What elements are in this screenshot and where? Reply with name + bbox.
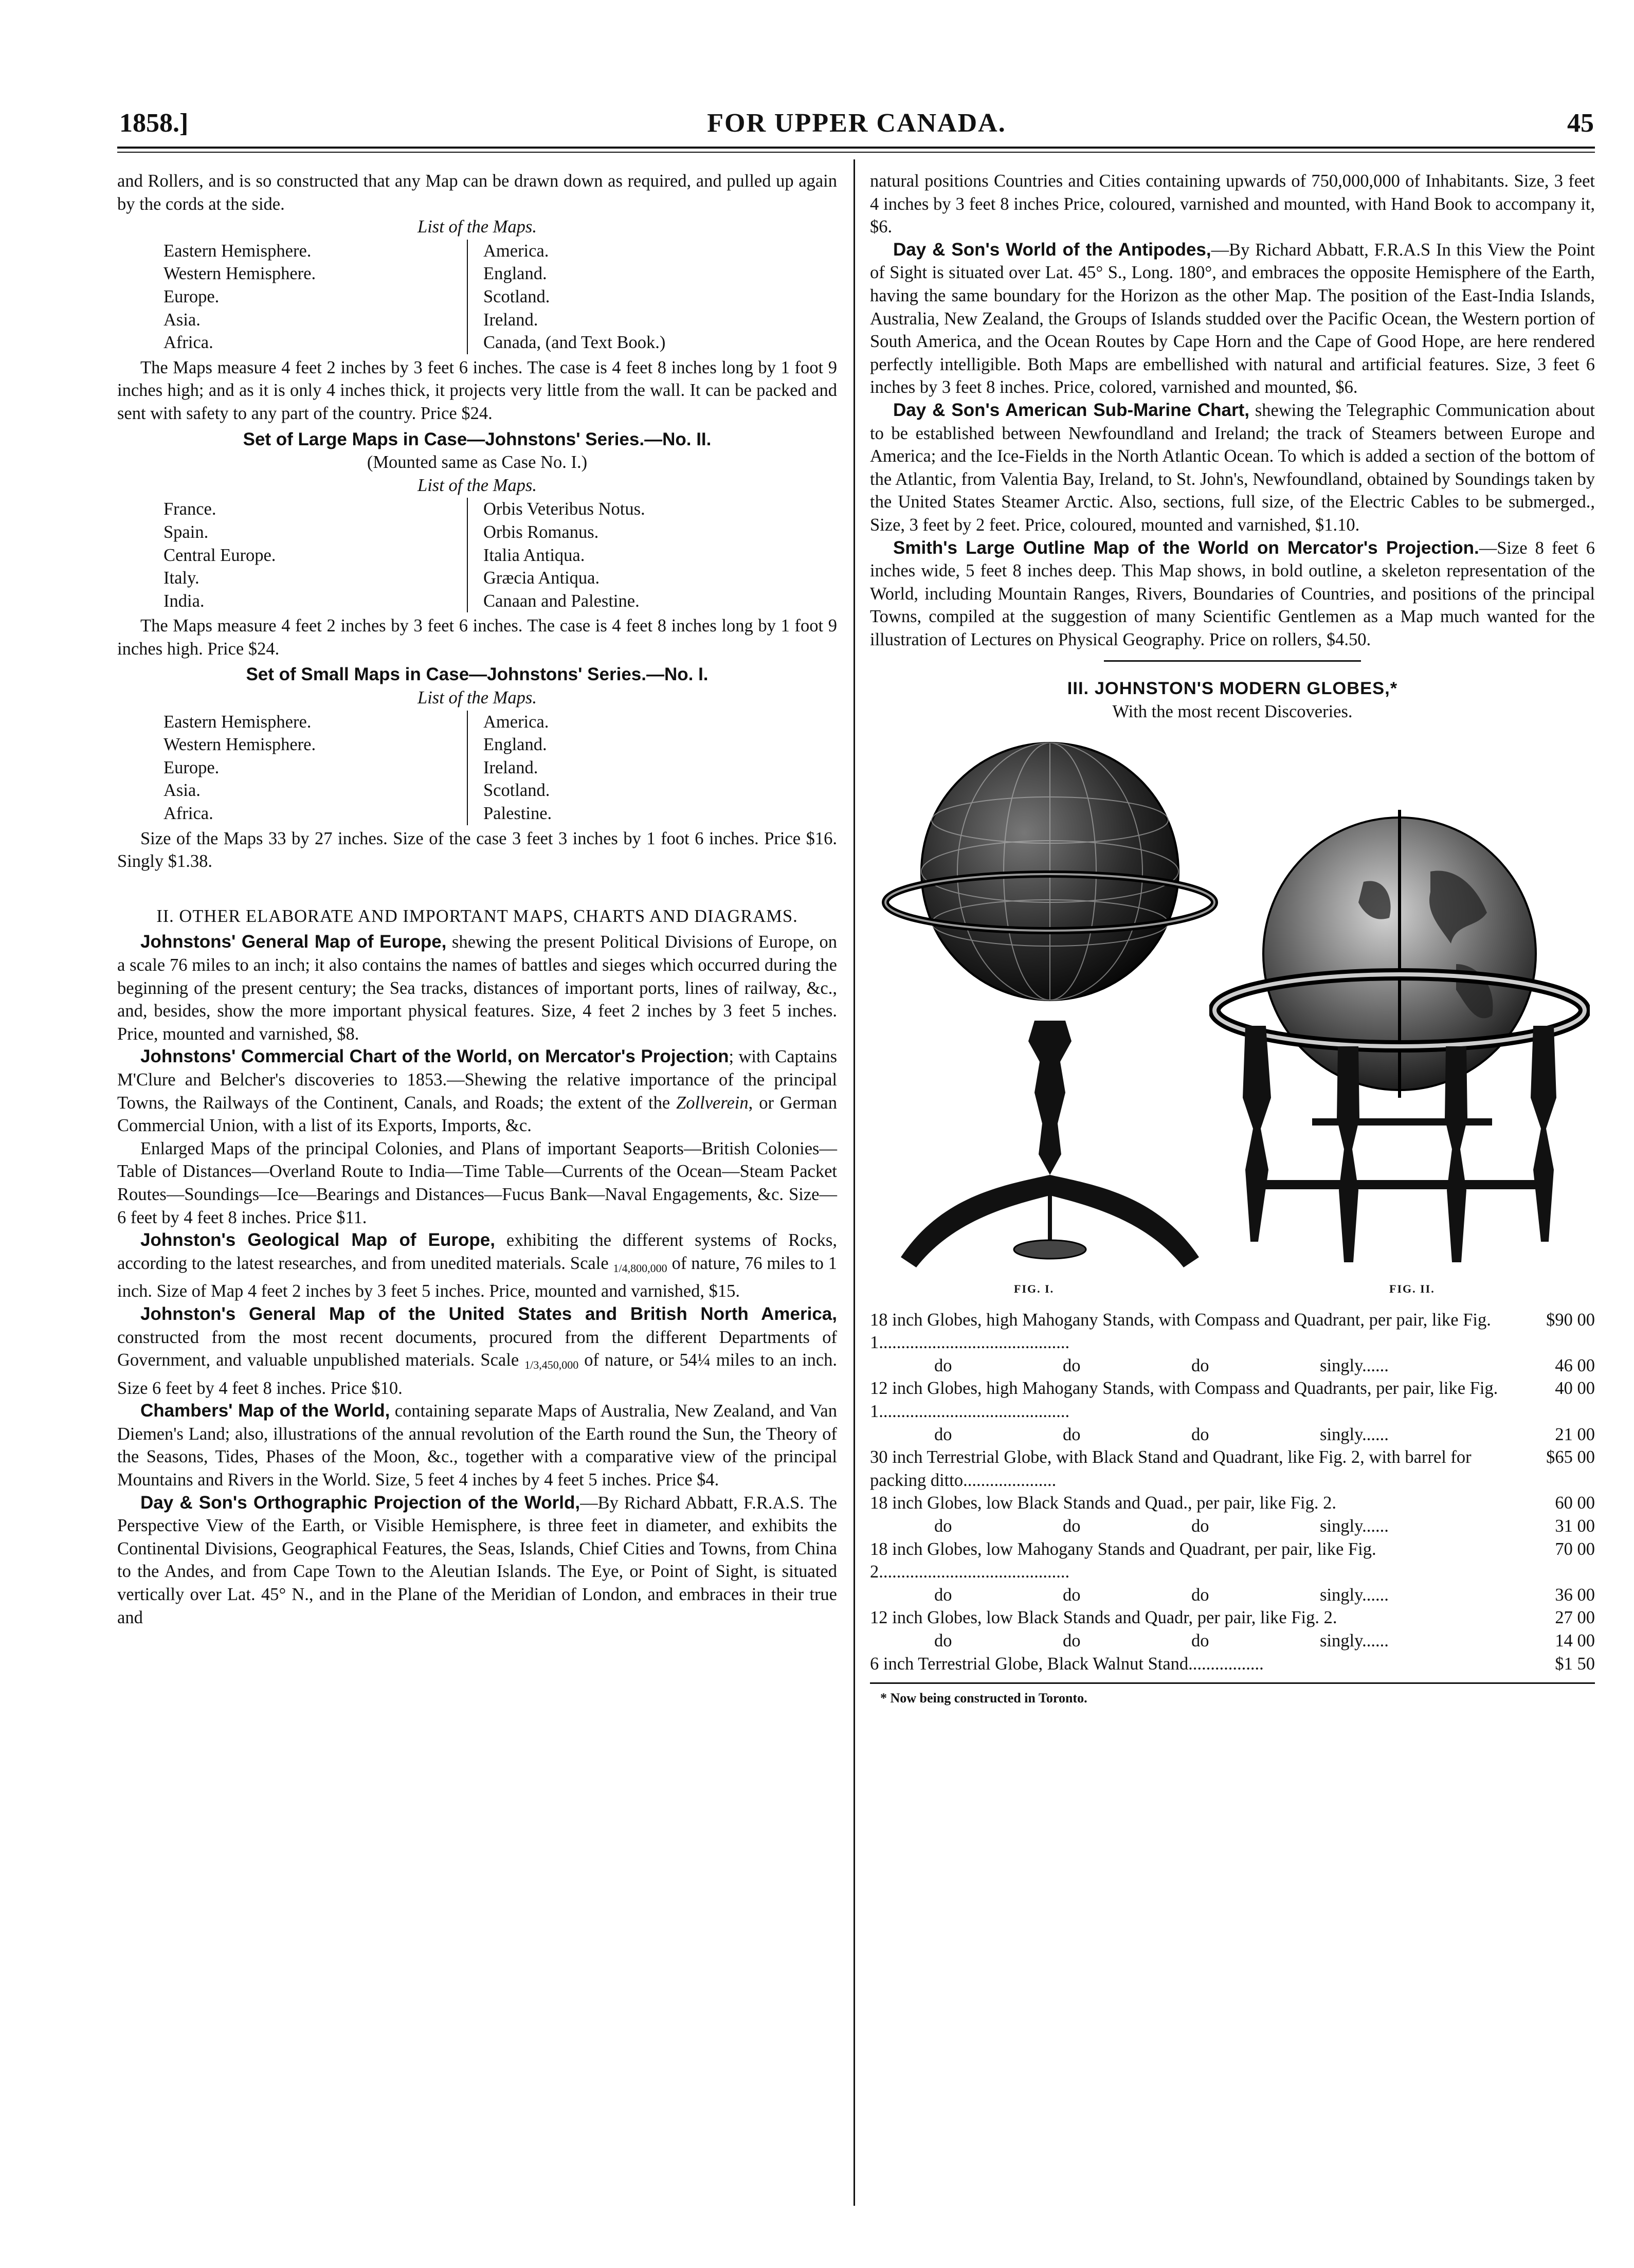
entry-body: of nature, 76 miles to 1 inch. Size of Map 4 feet 2 inches by 3 feet 5 inches. Price, mounted and varnished, $15. [117, 1253, 837, 1301]
entry-body: , or German Commercial Union, with a list of its Exports, Imports, &c. [117, 1093, 837, 1136]
header-year: 1858.] [119, 108, 189, 138]
list-item: Orbis Veteribus Notus. [483, 499, 645, 519]
list-item: England. [483, 264, 547, 284]
ditto: do [1063, 1424, 1081, 1444]
left-column [117, 170, 837, 1629]
map-list [117, 711, 837, 825]
entry-body: ; with Captains M'Clure and Belcher's discoveries to 1853.—Shewing the relative importance of the principal Towns, the Railways of the Continent, Canals, and Roads; the extent of the [117, 1047, 838, 1113]
section-heading: Set of Small Maps in Case—Johnstons' Series.—No. I. [246, 664, 709, 685]
figure-caption: FIG. I. [1014, 1282, 1055, 1295]
singly-label: singly...... [1320, 1585, 1389, 1605]
table-row [870, 1354, 1595, 1377]
entry-body: of nature, or 54¼ miles to an inch. Size 6 feet by 4 feet 8 inches. Price $10. [117, 1350, 838, 1398]
header-title: FOR UPPER CANADA. [707, 108, 1006, 138]
list-item: Africa. [164, 804, 213, 824]
globe-high-stand-illustration [880, 733, 1220, 1288]
paragraph: The Maps measure 4 feet 2 inches by 3 feet 6 inches. The case is 4 feet 8 inches long by 1 foot 9 inches high; and as it is only 4 inches thick, it projects very little from the wall. It can be packed and sent with safety to any part of the country. Price $24. [117, 357, 837, 423]
table-row [870, 1492, 1595, 1515]
item-description: 18 inch Globes, high Mahogany Stands, with Compass and Quadrant, per pair, like Fig. 1........................................... [870, 1310, 1491, 1353]
list-item: Eastern Hemisphere. [164, 712, 312, 732]
item-price-single: 46 00 [1555, 1355, 1595, 1375]
subheading: (Mounted same as Case No. I.) [367, 452, 588, 473]
singly-label: singly...... [1320, 1516, 1389, 1536]
entry-heading: Day & Son's American Sub-Marine Chart, [893, 400, 1249, 420]
figure-caption: FIG. II. [1389, 1282, 1435, 1295]
map-list [117, 240, 837, 354]
list-item: Orbis Romanus. [483, 522, 599, 542]
ditto-row [870, 1423, 1523, 1446]
singly-label: singly...... [1320, 1630, 1389, 1650]
item-description: 30 inch Terrestrial Globe, with Black Stand and Quadrant, like Fig. 2, with barrel for packing ditto..................... [870, 1447, 1472, 1490]
list-item: America. [483, 241, 549, 261]
paragraph: natural positions Countries and Cities containing upwards of 750,000,000 of Inhabitants. Size, 3 feet 4 inches by 3 feet 8 inches Price, coloured, varnished and mounted, with Hand Book to accompany it, $6. [870, 171, 1595, 237]
map-list-left [117, 240, 467, 354]
table-row [870, 1423, 1595, 1446]
entry-heading: Johnston's General Map of the United States and British North America, [140, 1303, 837, 1324]
list-title: List of the Maps. [417, 688, 537, 708]
entry [117, 1400, 837, 1491]
item-price: $65 00 [1546, 1447, 1595, 1467]
list-item: Scotland. [483, 286, 550, 306]
globe-price-table [870, 1309, 1595, 1676]
paragraph: and Rollers, and is so constructed that any Map can be drawn down as required, and pulled up again by the cords at the side. [117, 171, 837, 214]
item-price: $1 50 [1555, 1654, 1595, 1674]
paragraph: Size of the Maps 33 by 27 inches. Size of the case 3 feet 3 inches by 1 foot 6 inches. Price $16. Singly $1.38. [117, 828, 837, 872]
list-item: France. [164, 499, 216, 519]
ditto: do [934, 1424, 952, 1444]
item-price-single: 14 00 [1555, 1630, 1595, 1650]
paragraph: Enlarged Maps of the principal Colonies, and Plans of important Seaports—British Colonies—Table of Distances—Overland Route to India—Time Table—Currents of the Ocean—Steam Packet Routes—Soundings—Ice—Bearings and Distances—Fucus Bank—Naval Engagements, &c. Size—6 feet by 4 feet 8 inches. Price $11. [117, 1138, 837, 1227]
globe-figures [870, 733, 1595, 1298]
item-description: 12 inch Globes, high Mahogany Stands, with Compass and Quadrants, per pair, like Fig. 1........................................... [870, 1378, 1498, 1422]
singly-label: singly...... [1320, 1424, 1389, 1444]
list-item: Europe. [164, 286, 220, 306]
entry-body: containing separate Maps of Australia, New Zealand, and Van Diemen's Land; also, illustrations of the annual revolution of the Earth round the Sun, the Theory of the Seasons, Tides, Phases of the Moon, &c., together with a comparative view of the principal Mountains and Rivers in the World. Size, 5 feet 4 inches by 4 feet 5 inches. Price $4. [117, 1401, 837, 1490]
item-price-single: 21 00 [1555, 1424, 1595, 1444]
column-divider [854, 159, 855, 2206]
ditto-row [870, 1515, 1523, 1538]
entry [117, 1303, 837, 1400]
item-description: 18 inch Globes, low Mahogany Stands and Quadrant, per pair, like Fig. 2........................................... [870, 1539, 1376, 1582]
map-list-left [117, 498, 467, 612]
list-item: Italy. [164, 568, 199, 588]
ditto: do [1191, 1516, 1209, 1536]
ditto: do [1063, 1585, 1081, 1605]
list-item: Spain. [164, 522, 209, 542]
entry-heading: Chambers' Map of the World, [140, 1401, 390, 1421]
entry-body: shewing the present Political Divisions of Europe, on a scale 76 miles to an inch; it also contains the names of battles and sieges which occurred during the beginning of the present century; the Sea tracks, distances of important ports, lines of railway, &c., and, besides, show the more important physical features. Size, 4 feet 2 inches by 3 feet 5 inches. Price, mounted and varnished, $8. [117, 932, 837, 1044]
item-price: 70 00 [1555, 1539, 1595, 1559]
map-list-right [467, 711, 837, 825]
paragraph: The Maps measure 4 feet 2 inches by 3 feet 6 inches. The case is 4 feet 8 inches long by 1 foot 9 inches high. Price $24. [117, 616, 837, 659]
section-subtitle: With the most recent Discoveries. [1112, 702, 1353, 722]
entry-body: shewing the Telegraphic Communication about to be established between Newfoundland and Ireland; the track of Steamers between Europe and America; and the Ice-Fields in the North Atlantic Ocean. To which is added a section of the bottom of the Atlantic, from Valentia Bay, Ireland, to St. John's, Newfoundland, obtained by Soundings taken by the United States Steamer Arctic. Also, sections, full size, of the Electric Cables to be submerged., Size, 3 feet by 2 feet. Price, coloured, mounted and varnished, $1.10. [870, 400, 1595, 535]
map-list-right [467, 498, 837, 612]
item-price: 27 00 [1555, 1608, 1595, 1628]
entry [870, 239, 1595, 399]
entry-body: —By Richard Abbatt, F.R.A.S In this View the Point of Sight is situated over Lat. 45° S., Long. 180°, and embraces the opposite Hemisphere of the Earth, having the same boundary for the Horizon as the other Map. The position of the East-India Islands, Australia, New Zealand, the Groups of Islands studded over the Pacific Ocean, the Western portion of South America, and the Ocean Routes by Cape Horn and the Cape of Good Hope, are here rendered perfectly intelligible. Both Maps are embellished with natural and artificial features. Size, 3 feet 6 inches by 3 feet 8 inches. Price, colored, varnished and mounted, $6. [870, 240, 1595, 397]
list-item: Europe. [164, 757, 220, 777]
list-item: Eastern Hemisphere. [164, 241, 312, 261]
table-row [870, 1653, 1595, 1676]
table-row [870, 1446, 1595, 1492]
singly-label: singly...... [1320, 1355, 1389, 1375]
list-item: Ireland. [483, 757, 538, 777]
ditto: do [934, 1516, 952, 1536]
entry-heading: Johnstons' Commercial Chart of the World, on Mercator's Projection [140, 1046, 729, 1067]
list-item: Scotland. [483, 781, 550, 801]
ditto: do [1063, 1516, 1081, 1536]
ditto: do [1191, 1585, 1209, 1605]
table-row [870, 1584, 1595, 1607]
globe-low-stand-illustration [1209, 810, 1590, 1293]
list-item: Western Hemisphere. [164, 735, 316, 755]
item-price: $90 00 [1546, 1310, 1595, 1330]
item-price: 60 00 [1555, 1493, 1595, 1513]
entry-body: exhibiting the different systems of Rocks, according to the latest researches, and from unedited materials. Scale [117, 1230, 837, 1273]
table-row [870, 1309, 1595, 1354]
item-price-single: 31 00 [1555, 1516, 1595, 1536]
table-row [870, 1538, 1595, 1584]
ditto: do [1191, 1630, 1209, 1650]
list-item: Canada, (and Text Book.) [483, 333, 666, 353]
item-description: 12 inch Globes, low Black Stands and Quadr, per pair, like Fig. 2. [870, 1608, 1337, 1628]
item-price-single: 36 00 [1555, 1585, 1595, 1605]
list-item: India. [164, 591, 205, 611]
list-item: Africa. [164, 333, 213, 353]
entry-body-italic: Zollverein [676, 1093, 749, 1113]
ditto: do [934, 1585, 952, 1605]
entry-heading: Day & Son's Orthographic Projection of the World, [140, 1492, 580, 1513]
footnote-rule [870, 1682, 1595, 1684]
ditto: do [934, 1630, 952, 1650]
list-item: Palestine. [483, 804, 552, 824]
page-number: 45 [1567, 108, 1594, 138]
table-row [870, 1606, 1595, 1629]
item-description: 6 inch Terrestrial Globe, Black Walnut Stand................. [870, 1654, 1264, 1674]
table-row [870, 1629, 1595, 1653]
list-title: List of the Maps. [417, 475, 537, 495]
list-item: Græcia Antiqua. [483, 568, 600, 588]
entry [117, 1229, 837, 1303]
list-item: America. [483, 712, 549, 732]
ditto: do [934, 1355, 952, 1375]
section-title: III. JOHNSTON'S MODERN GLOBES,* [1067, 679, 1398, 699]
entry-heading: Johnstons' General Map of Europe, [140, 932, 447, 952]
entry-heading: Smith's Large Outline Map of the World on Mercator's Projection. [893, 537, 1479, 558]
header-rule-thin [117, 152, 1595, 153]
scale-fraction: 1/4,800,000 [613, 1261, 667, 1275]
entry-body: —Size 8 feet 6 inches wide, 5 feet 8 inches deep. This Map shows, in bold outline, a skeleton representation of the World, including Mountain Ranges, Rivers, Boundaries of Countries, and positions of the principal Towns, compiled at the suggestion of many Scientific Gentlemen as a Map much wanted for the illustration of Lectures on Physical Geography. Price on rollers, $4.50. [870, 538, 1595, 649]
list-item: Canaan and Palestine. [483, 591, 640, 611]
ditto: do [1063, 1630, 1081, 1650]
section-rule [1104, 660, 1361, 662]
list-item: Central Europe. [164, 545, 276, 565]
section-title: II. OTHER ELABORATE AND IMPORTANT MAPS, CHARTS AND DIAGRAMS. [156, 906, 798, 926]
entry [117, 931, 837, 1045]
table-row [870, 1377, 1595, 1423]
list-title: List of the Maps. [417, 217, 537, 237]
entry-heading: Johnston's Geological Map of Europe, [140, 1230, 495, 1250]
entry [117, 1045, 837, 1137]
ditto-row [870, 1629, 1523, 1653]
map-list-right [467, 240, 837, 354]
entry [117, 1492, 837, 1629]
list-item: Ireland. [483, 310, 538, 330]
map-list-left [117, 711, 467, 825]
map-list [117, 498, 837, 612]
entry-body: —By Richard Abbatt, F.R.A.S. The Perspective View of the Earth, or Visible Hemisphere, is three feet in diameter, and exhibits the Continental Divisions, Geographical Features, the Seas, Islands, Chief Cities and Towns, from China to the Andes, and from Cape Town to the Aleutian Islands. The Eye, or Point of Sight, is situated vertically over Lat. 45° N., and in the Plane of the Meridian of London, and embraces in their true and [117, 1493, 837, 1627]
list-item: Asia. [164, 781, 201, 801]
right-column [870, 170, 1595, 1710]
ditto-row [870, 1354, 1523, 1377]
scale-fraction: 1/3,450,000 [524, 1358, 579, 1372]
ditto: do [1191, 1424, 1209, 1444]
item-price: 40 00 [1555, 1378, 1595, 1399]
list-item: Asia. [164, 310, 201, 330]
ditto: do [1063, 1355, 1081, 1375]
ditto: do [1191, 1355, 1209, 1375]
entry-body: constructed from the most recent documents, procured from the different Departments of Government, and valuable unpublished materials. Scale [117, 1327, 837, 1370]
list-item: England. [483, 735, 547, 755]
entry-heading: Day & Son's World of the Antipodes, [893, 239, 1211, 260]
list-item: Western Hemisphere. [164, 264, 316, 284]
ditto-row [870, 1584, 1523, 1607]
page-header [119, 103, 1594, 144]
header-rule [117, 147, 1595, 149]
section-heading: Set of Large Maps in Case—Johnstons' Series.—No. II. [243, 429, 712, 449]
list-item: Italia Antiqua. [483, 545, 585, 565]
table-row [870, 1515, 1595, 1538]
entry [870, 537, 1595, 651]
item-description: 18 inch Globes, low Black Stands and Quad., per pair, like Fig. 2. [870, 1493, 1336, 1513]
footnote: * Now being constructed in Toronto. [880, 1691, 1087, 1706]
entry [870, 399, 1595, 537]
